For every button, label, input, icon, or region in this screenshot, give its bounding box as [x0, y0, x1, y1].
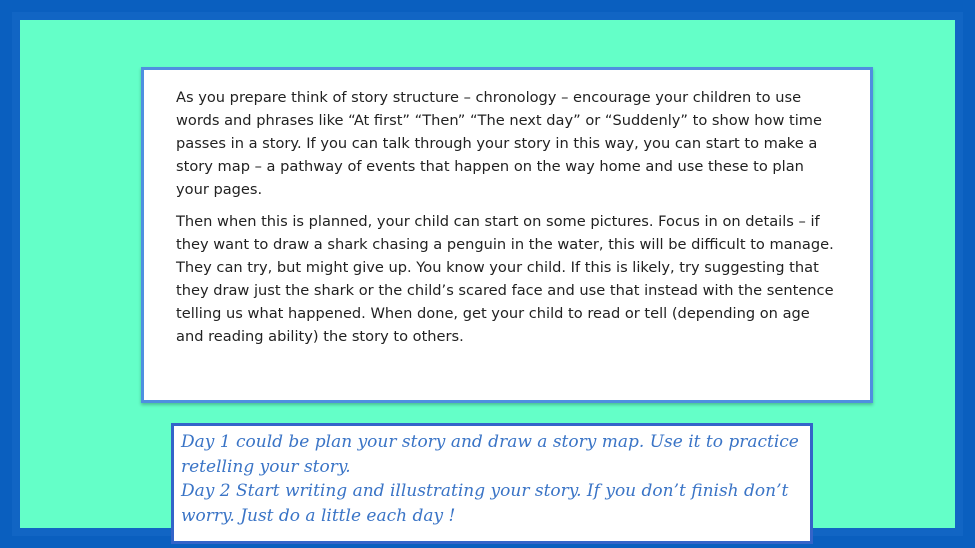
daily-plan-note: [171, 423, 813, 544]
instructions-paragraph-2: Then when this is planned, your child can start on some pictures. Focus in on details – if they want to draw a shark chasing a penguin in the water, this will be difficult to manage. They can try, but might give up. You know your child. If this is likely, try suggesting that they draw just the shark or the child’s scared face and use that instead with the sentence telling us what happened. When done, get your child to read or tell (depending on age and reading ability) the story to others.: [176, 213, 834, 345]
instructions-text-box: [141, 67, 873, 403]
day-1-plan: Day 1 could be plan your story and draw a story map. Use it to practice retelling your story.: [181, 432, 799, 477]
instructions-paragraph-1: As you prepare think of story structure – chronology – encourage your children to use words and phrases like “At first” “Then” “The next day” or “Suddenly” to show how time passes in a story. If you can talk through your story in this way, you can start to make a story map – a pathway of events that happen on the way home and use these to plan your pages.: [176, 89, 822, 198]
slide-frame: [12, 12, 963, 536]
day-2-plan: Day 2 Start writing and illustrating your story. If you don’t finish don’t worry. Just do a little each day !: [181, 481, 789, 526]
